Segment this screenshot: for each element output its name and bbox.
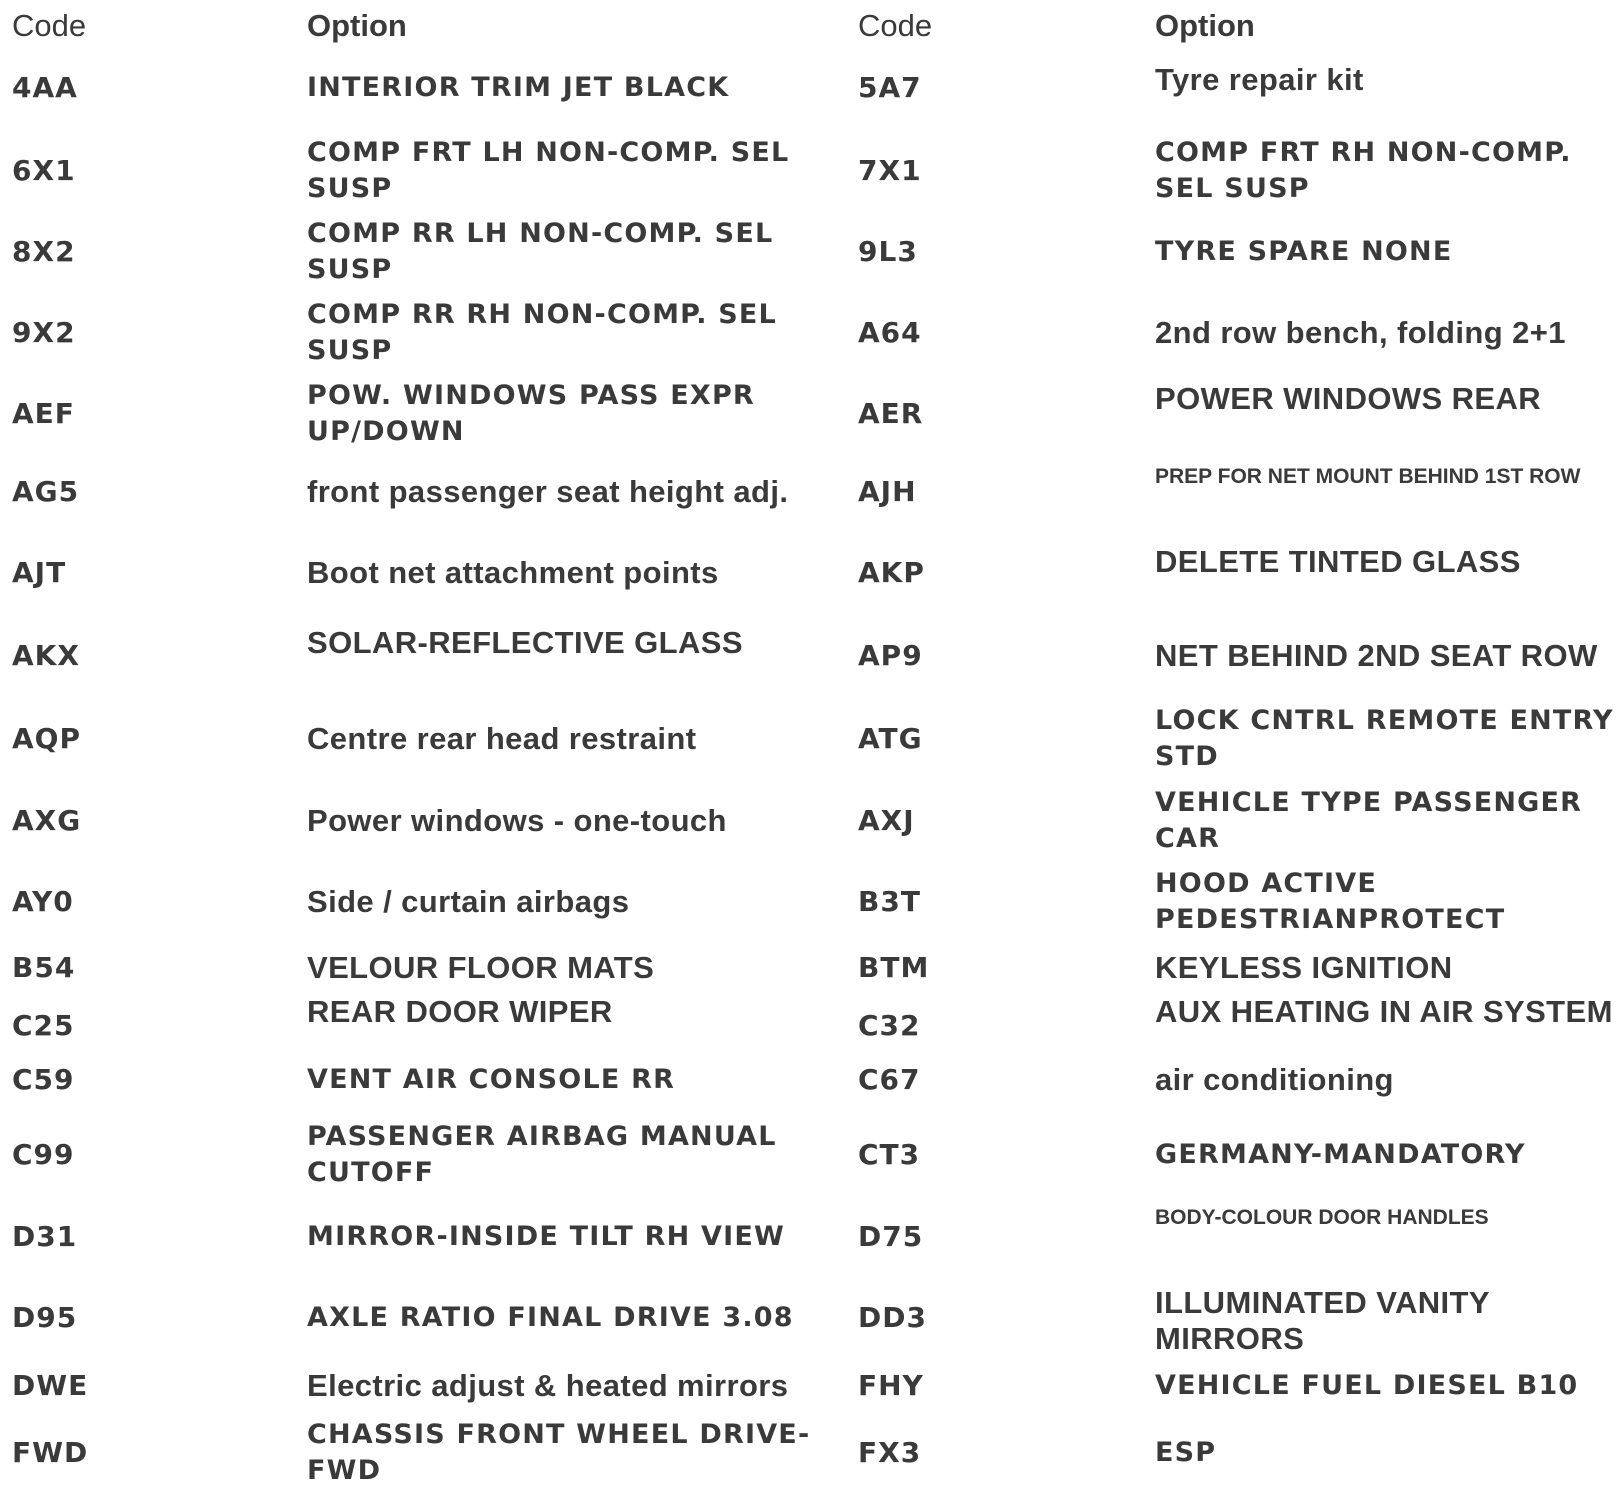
option-description-left: AXLE RATIO FINAL DRIVE 3.08 [307, 1302, 794, 1333]
option-description-left: REAR DOOR WIPER [307, 994, 613, 1029]
option-code-right: AXJ [858, 804, 915, 837]
option-description-right: POWER WINDOWS REAR [1155, 381, 1542, 416]
option-description-left: POW. WINDOWS PASS EXPR UP/DOWN [307, 380, 755, 447]
option-code-left: B54 [12, 951, 76, 984]
option-description-left: Power windows - one-touch [307, 803, 727, 838]
table-row [0, 788, 1620, 854]
option-code-left: 6X1 [12, 154, 76, 187]
option-description-right: PREP FOR NET MOUNT BEHIND 1ST ROW [1155, 465, 1581, 488]
option-code-left: 8X2 [12, 235, 76, 268]
table-row [0, 300, 1620, 366]
option-description-left: VENT AIR CONSOLE RR [307, 1064, 676, 1095]
option-description-right: HOOD ACTIVE PEDESTRIANPROTECT [1155, 868, 1506, 935]
option-code-left: AEF [12, 397, 75, 430]
option-description-right: air conditioning [1155, 1062, 1394, 1097]
table-row [0, 948, 1620, 988]
option-code-left: D31 [12, 1220, 78, 1253]
option-description-left: CHASSIS FRONT WHEEL DRIVE-FWD [307, 1419, 811, 1486]
table-row [0, 869, 1620, 935]
code-column-header-right: Code [858, 8, 933, 43]
option-description-right: COMP FRT RH NON-COMP. SEL SUSP [1155, 137, 1572, 204]
option-code-right: 5A7 [858, 71, 922, 104]
option-code-right: 9L3 [858, 235, 918, 268]
option-description-left: COMP RR RH NON-COMP. SEL SUSP [307, 299, 777, 366]
option-column-header-right: Option [1155, 8, 1255, 43]
option-description-right: NET BEHIND 2ND SEAT ROW [1155, 638, 1598, 673]
table-row [0, 1420, 1620, 1486]
option-description-left: front passenger seat height adj. [307, 474, 789, 509]
option-description-left: SOLAR-REFLECTIVE GLASS [307, 625, 743, 660]
option-description-right: TYRE SPARE NONE [1155, 236, 1453, 267]
option-description-left: Boot net attachment points [307, 555, 719, 590]
option-code-left: 9X2 [12, 316, 76, 349]
option-code-right: BTM [858, 951, 930, 984]
table-row [0, 994, 1620, 1058]
option-description-right: Tyre repair kit [1155, 62, 1364, 97]
option-description-left: MIRROR-INSIDE TILT RH VIEW [307, 1221, 786, 1252]
option-code-right: B3T [858, 885, 921, 918]
table-row [0, 138, 1620, 204]
option-code-right: 7X1 [858, 154, 922, 187]
option-code-right: C67 [858, 1063, 921, 1096]
option-code-left: AQP [12, 722, 81, 755]
table-row [0, 1060, 1620, 1100]
option-code-right: ATG [858, 722, 923, 755]
option-description-left: COMP FRT LH NON-COMP. SEL SUSP [307, 137, 790, 204]
option-description-right: ILLUMINATED VANITY MIRRORS [1155, 1285, 1490, 1356]
option-description-right: VEHICLE TYPE PASSENGER CAR [1155, 787, 1583, 854]
table-row [0, 625, 1620, 687]
option-description-right: BODY-COLOUR DOOR HANDLES [1155, 1206, 1489, 1229]
option-code-left: C99 [12, 1138, 75, 1171]
option-description-left: PASSENGER AIRBAG MANUAL CUTOFF [307, 1121, 777, 1188]
option-description-right: DELETE TINTED GLASS [1155, 544, 1521, 579]
option-description-right: VEHICLE FUEL DIESEL B10 [1155, 1370, 1579, 1401]
table-row [0, 381, 1620, 447]
option-description-left: Side / curtain airbags [307, 884, 630, 919]
option-description-right: ESP [1155, 1437, 1217, 1468]
option-description-left: Centre rear head restraint [307, 721, 697, 756]
option-code-left: D95 [12, 1301, 78, 1334]
option-description-left: Electric adjust & heated mirrors [307, 1368, 789, 1403]
option-code-right: D75 [858, 1220, 924, 1253]
option-description-left: INTERIOR TRIM JET BLACK [307, 72, 730, 103]
table-row [0, 1204, 1620, 1270]
option-code-right: DD3 [858, 1301, 927, 1334]
option-code-left: C59 [12, 1063, 75, 1096]
option-code-left: AJT [12, 556, 67, 589]
table-row [0, 1366, 1620, 1406]
option-code-left: C25 [12, 1009, 75, 1042]
option-description-right: GERMANY-MANDATORY [1155, 1139, 1526, 1170]
option-code-right: CT3 [858, 1138, 921, 1171]
code-column-header-left: Code [12, 8, 87, 43]
table-row [0, 544, 1620, 602]
option-code-left: FWD [12, 1436, 89, 1469]
option-code-left: AXG [12, 804, 82, 837]
option-code-left: AY0 [12, 885, 74, 918]
option-code-right: FX3 [858, 1436, 922, 1469]
option-code-left: DWE [12, 1369, 89, 1402]
option-description-right: 2nd row bench, folding 2+1 [1155, 315, 1566, 350]
table-row [0, 463, 1620, 521]
table-row [0, 1122, 1620, 1188]
table-row [0, 62, 1620, 114]
table-row [0, 219, 1620, 285]
option-code-right: FHY [858, 1369, 924, 1402]
option-code-right: AKP [858, 556, 925, 589]
option-description-left: COMP RR LH NON-COMP. SEL SUSP [307, 218, 774, 285]
option-code-right: A64 [858, 316, 922, 349]
table-row [0, 1285, 1620, 1356]
option-code-left: AG5 [12, 475, 80, 508]
option-description-left: VELOUR FLOOR MATS [307, 950, 655, 985]
option-code-right: AER [858, 397, 924, 430]
option-code-left: AKX [12, 639, 80, 672]
option-description-right: KEYLESS IGNITION [1155, 950, 1453, 985]
option-code-left: 4AA [12, 71, 78, 104]
option-code-right: AP9 [858, 639, 923, 672]
option-description-right: AUX HEATING IN AIR SYSTEM [1155, 994, 1613, 1029]
option-description-right: LOCK CNTRL REMOTE ENTRY STD [1155, 705, 1614, 772]
option-code-right: AJH [858, 475, 917, 508]
option-column-header-left: Option [307, 8, 407, 43]
table-row [0, 706, 1620, 772]
option-code-right: C32 [858, 1009, 921, 1042]
